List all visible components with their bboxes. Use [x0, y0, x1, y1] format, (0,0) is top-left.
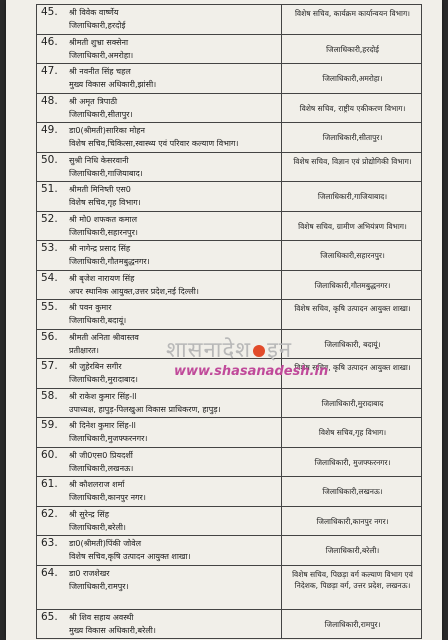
serial-number: 50. — [41, 153, 58, 166]
current-post: विशेष सचिव,चिकित्सा,स्वास्थ्य एवं परिवार कल्याण विभाग। — [69, 139, 239, 148]
officer-name: डा0(श्रीमती)पिंकी जोवेल — [69, 539, 142, 548]
table-row — [37, 35, 421, 65]
serial-number: 63. — [41, 537, 58, 549]
current-post: जिलाधिकारी,लखनऊ। — [69, 463, 134, 473]
officer-name: श्री नागेन्द्र प्रसाद सिंह — [69, 244, 131, 253]
serial-number: 58. — [41, 389, 58, 402]
current-post: विशेष सचिव,गृह विभाग। — [69, 198, 141, 207]
officer-cell — [37, 94, 282, 123]
table-row — [37, 536, 421, 566]
new-post: जिलाधिकारी,सीतापुर। — [322, 133, 383, 142]
new-post: जिलाधिकारी,बरेली। — [325, 546, 380, 555]
officer-cell — [37, 271, 282, 300]
serial-number: 45. — [41, 6, 58, 18]
serial-number: 56. — [41, 330, 58, 343]
new-post-cell — [282, 271, 421, 300]
watermark-dot-icon — [253, 345, 265, 357]
new-post: जिलाधिकारी,लखनऊ। — [322, 487, 383, 496]
officer-cell — [37, 610, 282, 639]
table-row — [37, 448, 421, 478]
new-post-cell — [282, 212, 421, 241]
watermark — [166, 334, 292, 364]
current-post: विशेष सचिव,कृषि उत्पादन आयुक्त शाखा। — [69, 552, 191, 561]
new-post: विशेष सचिव, ग्रामीण अभियंत्रण विभाग। — [298, 221, 407, 231]
serial-number: 55. — [41, 301, 58, 313]
current-post: जिलाधिकारी,गौतमबुद्धनगर। — [69, 257, 150, 266]
officer-cell — [37, 300, 282, 329]
table-row — [37, 610, 421, 640]
serial-number: 61. — [41, 478, 58, 490]
serial-number: 65. — [41, 610, 58, 623]
new-post-cell — [282, 123, 421, 152]
officer-cell — [37, 153, 282, 182]
new-post-cell — [282, 5, 421, 34]
officer-name: श्री बृजेश नारायण सिंह — [69, 273, 135, 283]
table-row — [37, 389, 421, 419]
serial-number: 49. — [41, 124, 58, 136]
serial-number: 54. — [41, 271, 58, 284]
current-post: जिलाधिकारी,मुरादाबाद। — [69, 375, 138, 384]
current-post: उपाध्यक्ष, हापुड़-पिलखुआ विकास प्राधिकरण, हापुड़। — [69, 404, 221, 414]
new-post: विशेष सचिव, विज्ञान एवं प्रोद्योगिकी विभाग। — [293, 156, 412, 166]
new-post-cell — [282, 64, 421, 93]
officer-name: श्री जी0एस0 प्रियदर्शी — [69, 450, 133, 460]
new-post: जिलाधिकारी,गाजियाबाद। — [317, 192, 388, 201]
new-post-cell — [282, 153, 421, 182]
current-post: मुख्य विकास अधिकारी,झांसी। — [69, 80, 157, 89]
officer-name: श्री जुहेरबिन सगीर — [69, 362, 122, 371]
new-post: जिलाधिकारी,गौतमबुद्धनगर। — [314, 280, 391, 290]
table-row — [37, 271, 421, 301]
officer-name: श्री कौशलराज शर्मा — [69, 480, 125, 489]
officer-name: सुश्री निधि केसरवानी — [69, 155, 129, 165]
serial-number: 64. — [41, 566, 58, 579]
officer-cell — [37, 477, 282, 506]
officer-cell — [37, 507, 282, 536]
table-row — [37, 182, 421, 212]
serial-number: 59. — [41, 419, 58, 431]
new-post: जिलाधिकारी, बदायूं। — [324, 339, 381, 349]
table-row — [37, 300, 421, 330]
new-post-cell — [282, 300, 421, 329]
officer-cell — [37, 536, 282, 565]
serial-number: 57. — [41, 360, 58, 372]
new-post-cell — [282, 566, 421, 609]
current-post: प्रतीक्षारत। — [69, 345, 99, 355]
new-post-cell — [282, 477, 421, 506]
watermark-url: www.shasanadesh.in — [174, 364, 329, 379]
table-row — [37, 241, 421, 271]
new-post: जिलाधिकारी,हरदोई — [326, 44, 379, 54]
new-post-cell — [282, 507, 421, 536]
current-post: अपर स्थानिक आयुक्त,उत्तर प्रदेश,नई दिल्ली। — [69, 286, 199, 296]
current-post: जिलाधिकारी,सहारनपुर। — [69, 227, 138, 237]
new-post: जिलाधिकारी,अमरोहा। — [322, 74, 383, 83]
officer-cell — [37, 448, 282, 477]
current-post: जिलाधिकारी,बदायूं। — [69, 316, 127, 325]
officer-cell — [37, 5, 282, 34]
officer-name: श्री राकेश कुमार सिंह-ll — [69, 391, 137, 401]
new-post-cell — [282, 35, 421, 64]
officer-cell — [37, 182, 282, 211]
officer-cell — [37, 566, 282, 609]
serial-number: 46. — [41, 35, 58, 48]
officer-name: श्री अमृत त्रिपाठी — [69, 96, 118, 106]
officer-name: श्री शिव सहाय अवस्थी — [69, 612, 134, 622]
new-post: जिलाधिकारी, मुजफ्फरनगर। — [314, 457, 391, 467]
serial-number: 52. — [41, 212, 58, 225]
table-row — [37, 94, 421, 124]
table-row — [37, 418, 421, 448]
transfer-table — [36, 4, 422, 639]
new-post: विशेष सचिव, कार्यक्रम कार्यान्वयन विभाग। — [294, 9, 411, 18]
current-post: जिलाधिकारी,अमरोहा। — [69, 50, 134, 60]
serial-number: 53. — [41, 242, 58, 254]
officer-name: श्रीमती अनिता श्रीवास्तव — [69, 332, 139, 342]
current-post: जिलाधिकारी,कानपुर नगर। — [69, 493, 146, 502]
officer-cell — [37, 64, 282, 93]
new-post-cell — [282, 536, 421, 565]
officer-cell — [37, 212, 282, 241]
current-post: मुख्य विकास अधिकारी,बरेली। — [69, 625, 156, 635]
serial-number: 51. — [41, 183, 58, 195]
officer-cell — [37, 241, 282, 270]
officer-cell — [37, 418, 282, 447]
table-row — [37, 5, 421, 35]
officer-name: श्री पवन कुमार — [69, 303, 112, 312]
new-post: जिलाधिकारी,कानपुर नगर। — [316, 516, 389, 526]
current-post: जिलाधिकारी,मुजफ्फरनगर। — [69, 434, 148, 443]
officer-name: श्री सुरेन्द्र सिंह — [69, 509, 109, 519]
officer-name: श्रीमती शुभ्रा सक्सेना — [69, 37, 129, 47]
serial-number: 62. — [41, 507, 58, 520]
new-post: जिलाधिकारी,मुरादाबाद — [321, 398, 384, 408]
new-post-cell — [282, 418, 421, 447]
new-post-cell — [282, 610, 421, 639]
new-post-cell — [282, 182, 421, 211]
new-post-cell — [282, 389, 421, 418]
table-row — [37, 212, 421, 242]
new-post: विशेष सचिव, पिछड़ा वर्ग कल्याण विभाग एवं निदेशक, पिछड़ा वर्ग, उत्तर प्रदेश, लखनऊ। — [292, 569, 413, 590]
current-post: जिलाधिकारी,बरेली। — [69, 522, 126, 532]
table-row — [37, 64, 421, 94]
serial-number: 48. — [41, 94, 58, 107]
new-post: विशेष सचिव, कृषि उत्पादन आयुक्त शाखा। — [294, 363, 411, 372]
table-row — [37, 123, 421, 153]
new-post: जिलाधिकारी,रामपुर। — [324, 619, 381, 629]
officer-name: श्री नवनीत सिंह चहल — [69, 67, 131, 76]
serial-number: 47. — [41, 65, 58, 77]
officer-name: श्रीमती मिनिष्ती एस0 — [69, 185, 131, 194]
document-page — [6, 0, 442, 640]
current-post: जिलाधिकारी,सीतापुर। — [69, 109, 133, 119]
current-post: जिलाधिकारी,रामपुर। — [69, 581, 129, 591]
new-post-cell — [282, 94, 421, 123]
officer-cell — [37, 123, 282, 152]
current-post: जिलाधिकारी,गाजियाबाद। — [69, 168, 143, 178]
new-post-cell — [282, 241, 421, 270]
table-row — [37, 566, 421, 610]
officer-name: डा0 राजशेखर — [69, 568, 110, 578]
new-post-cell — [282, 330, 421, 359]
new-post: जिलाधिकारी,सहारनपुर। — [320, 251, 385, 260]
table-row — [37, 153, 421, 183]
current-post: जिलाधिकारी,हरदोई — [69, 21, 126, 30]
table-row — [37, 507, 421, 537]
officer-cell — [37, 35, 282, 64]
officer-name: श्री विवेक वार्ष्णेय — [69, 8, 119, 17]
officer-name: श्री दिनेश कुमार सिंह-ll — [69, 421, 136, 430]
new-post: विशेष सचिव, कृषि उत्पादन आयुक्त शाखा। — [294, 304, 411, 313]
new-post: विशेष सचिव,गृह विभाग। — [318, 428, 387, 437]
table-row — [37, 477, 421, 507]
officer-cell — [37, 389, 282, 418]
serial-number: 60. — [41, 448, 58, 461]
watermark-text-right: इन — [267, 338, 293, 363]
new-post: विशेष सचिव, राष्ट्रीय एकीकरण विभाग। — [299, 103, 406, 113]
new-post-cell — [282, 448, 421, 477]
watermark-text-left: शासनादेश — [166, 338, 252, 363]
officer-name: डा0(श्रीमती)सारिका मोहन — [69, 126, 145, 135]
officer-name: श्री मो0 शफकत कमाल — [69, 214, 138, 224]
